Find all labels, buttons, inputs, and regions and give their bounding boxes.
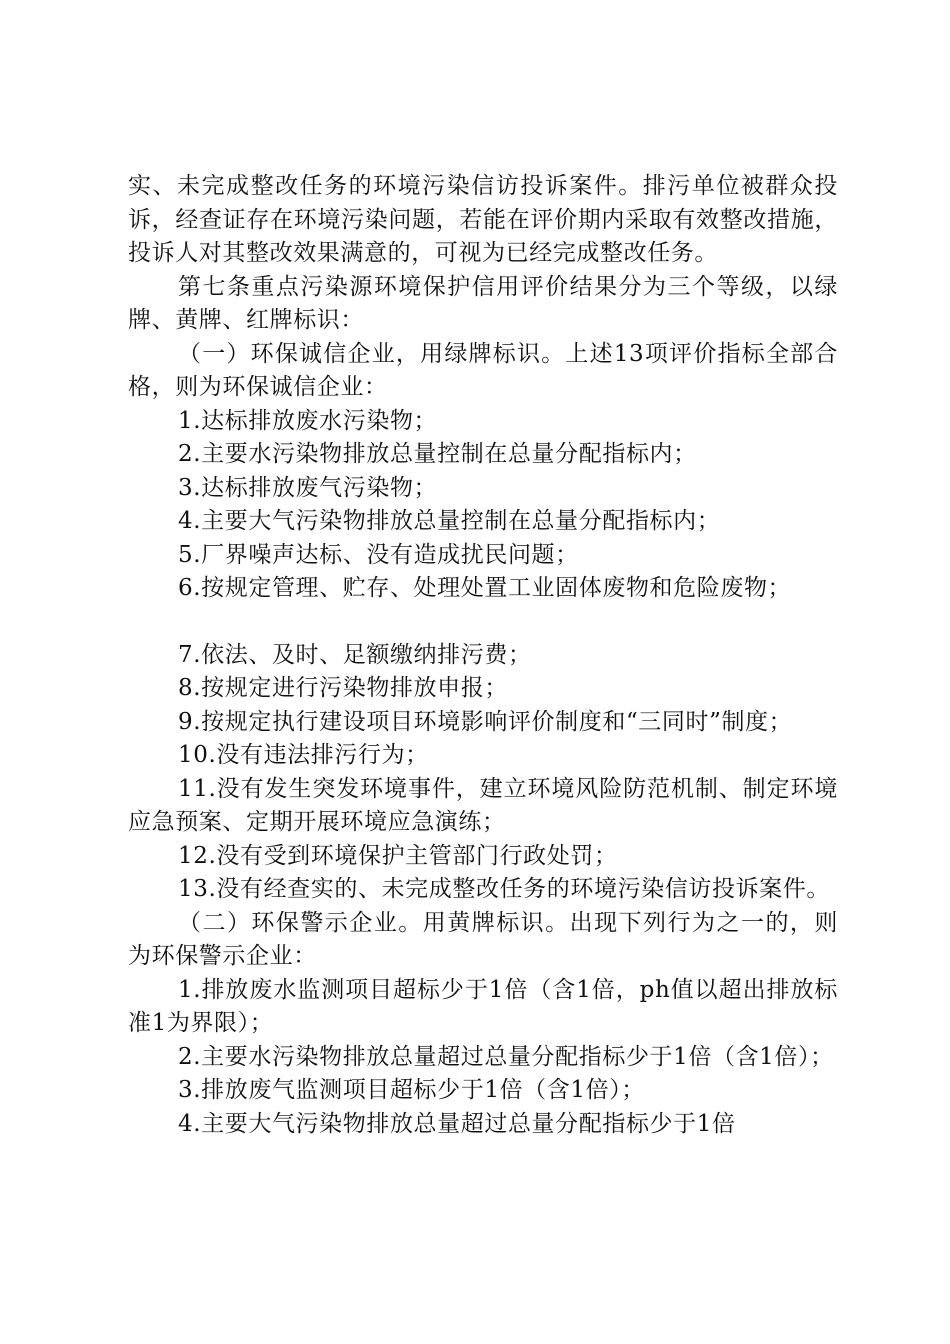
list-item: 12.没有受到环境保护主管部门行政处罚； — [178, 842, 618, 869]
list-item: 11.没有发生突发环境事件，建立环境风险防范机制、制定环境应急预案、定期开展环境应急演练； — [128, 775, 838, 835]
list-item: 6.按规定管理、贮存、处理处置工业固体废物和危险废物； — [178, 575, 792, 601]
list-item: 4.主要大气污染物排放总量超过总量分配指标少于1倍 — [178, 1110, 736, 1137]
list-item: 3.排放废气监测项目超标少于1倍（含1倍）； — [178, 1077, 645, 1103]
paragraph-continuation: 实、未完成整改任务的环境污染信访投诉案件。排污单位被群众投诉，经查证存在环境污染问题，若能在评价期内采取有效整改措施，投诉人对其整改效果满意的，可视为已经完成整改任务。 — [128, 173, 838, 266]
list-item: 13.没有经查实的、未完成整改任务的环境污染信访投诉案件。 — [178, 876, 830, 902]
list-item: 4.主要大气污染物排放总量控制在总量分配指标内； — [178, 508, 721, 534]
paragraph-article-7: 第七条重点污染源环境保护信用评价结果分为三个等级，以绿牌、黄牌、红牌标识： — [128, 273, 838, 333]
list-item: 8.按规定进行污染物排放申报； — [178, 675, 508, 701]
document-body — [128, 170, 838, 1141]
list-item: 9.按规定执行建设项目环境影响评价制度和“三同时”制度； — [178, 708, 793, 735]
list-item: 1.排放废水监测项目超标少于1倍（含1倍，ph值以超出排放标准1为界限）； — [128, 976, 838, 1036]
list-item: 2.主要水污染物排放总量控制在总量分配指标内； — [178, 441, 697, 467]
blank-line — [128, 606, 838, 639]
list-item: 10.没有违法排污行为； — [178, 742, 429, 768]
list-item: 1.达标排放废水污染物； — [178, 407, 438, 434]
paragraph-section-2-heading: （二）环保警示企业。用黄牌标识。出现下列行为之一的，则为环保警示企业： — [128, 909, 838, 969]
list-item: 3.达标排放废气污染物； — [178, 474, 438, 501]
list-item: 7.依法、及时、足额缴纳排污费； — [178, 641, 532, 668]
list-item: 5.厂界噪声达标、没有造成扰民问题； — [178, 541, 579, 568]
paragraph-section-1-heading: （一）环保诚信企业，用绿牌标识。上述13项评价指标全部合格，则为环保诚信企业： — [128, 340, 838, 400]
list-item: 2.主要水污染物排放总量超过总量分配指标少于1倍（含1倍）； — [178, 1043, 834, 1070]
